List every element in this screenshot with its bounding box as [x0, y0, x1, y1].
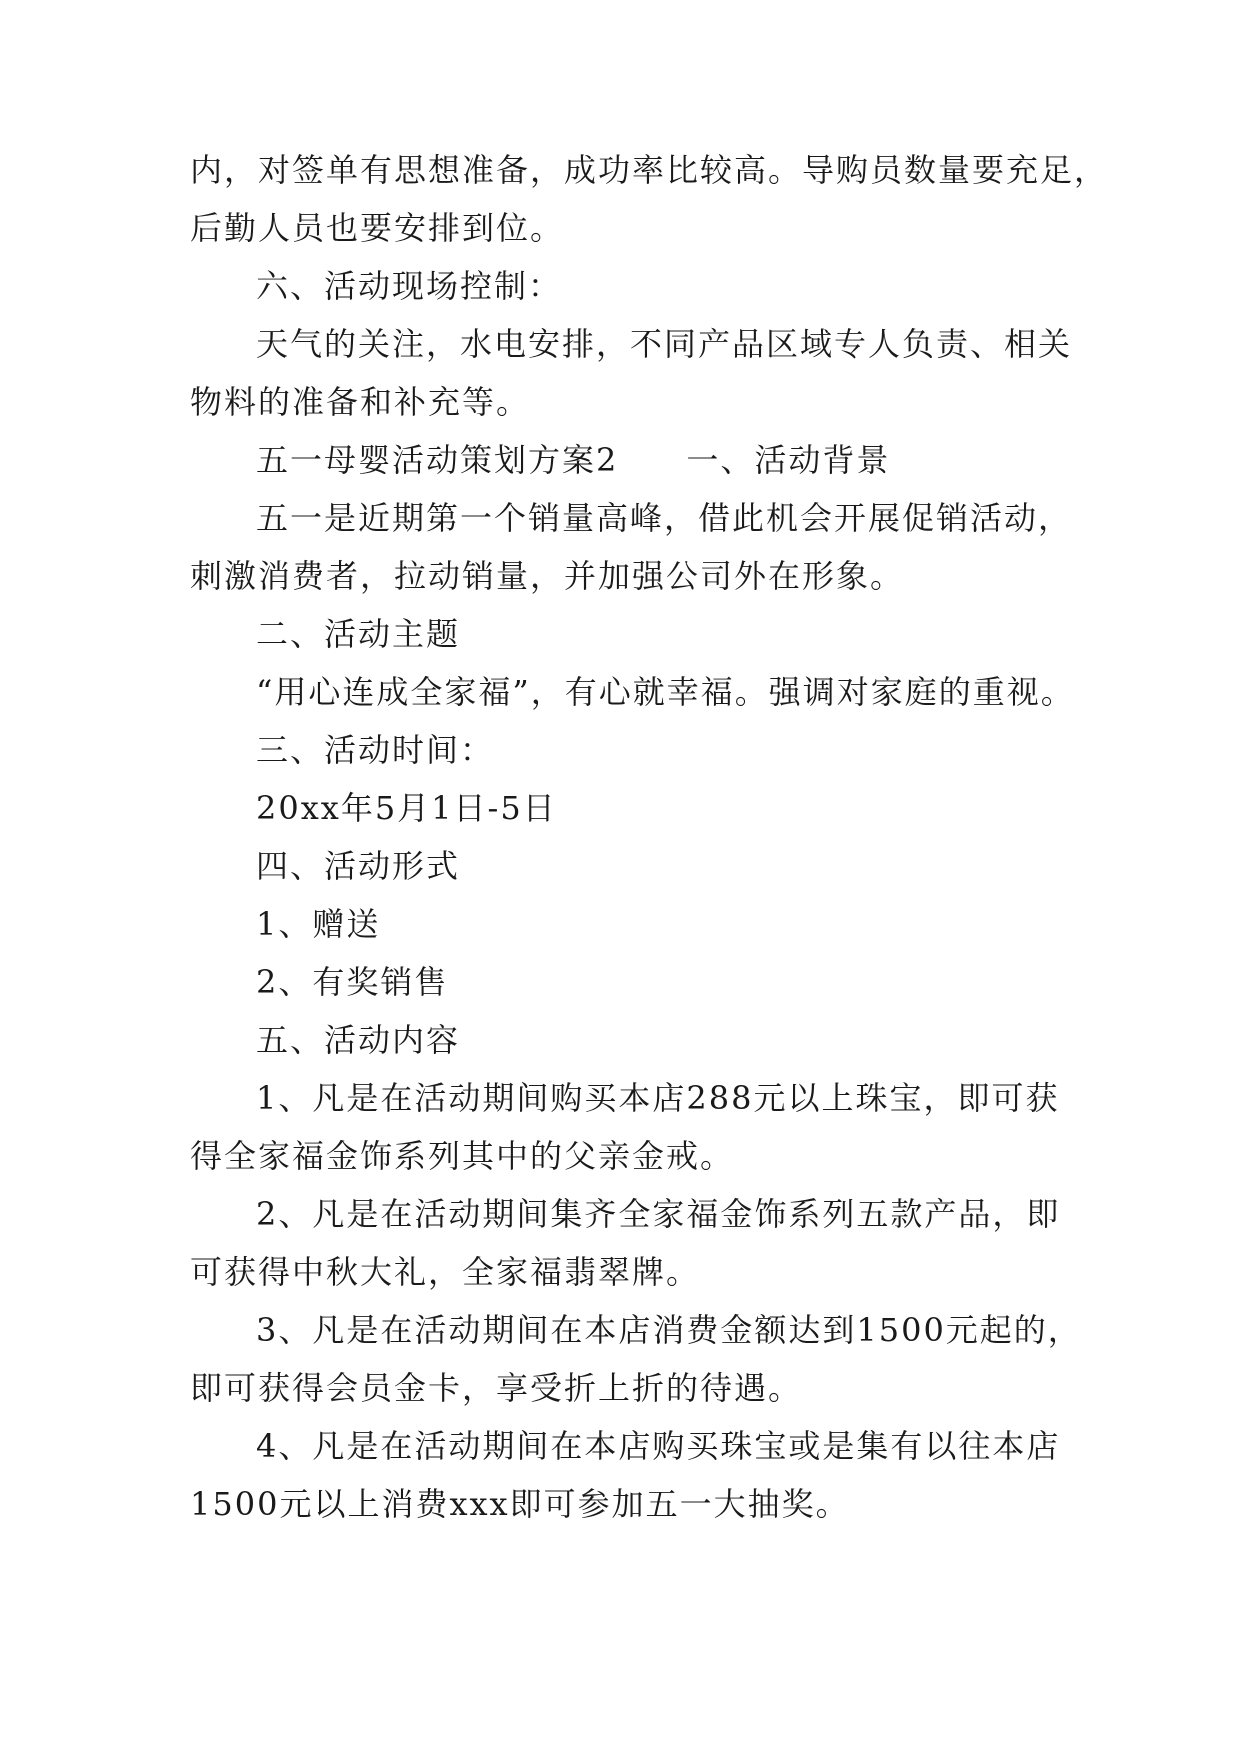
list-item: 1、赠送 — [256, 905, 381, 943]
text-line: 20xx年5月1日-5日 — [256, 789, 557, 827]
text-line: “用心连成全家福”，有心就幸福。强调对家庭的重视。 — [256, 673, 1075, 711]
list-item: 1、凡是在活动期间购买本店288元以上珠宝，即可获 — [256, 1079, 1060, 1117]
list-item: 2、有奖销售 — [256, 963, 449, 1001]
section-heading: 五、活动内容 — [256, 1021, 461, 1059]
text-line: 后勤人员也要安排到位。 — [190, 209, 565, 247]
section-heading: 三、活动时间： — [256, 731, 495, 769]
text-line: 得全家福金饰系列其中的父亲金戒。 — [190, 1137, 735, 1175]
text-line: 物料的准备和补充等。 — [190, 383, 531, 421]
text-line: 五一是近期第一个销量高峰，借此机会开展促销活动， — [256, 499, 1073, 537]
text-line: 即可获得会员金卡，享受折上折的待遇。 — [190, 1369, 803, 1407]
text-line: 天气的关注，水电安排，不同产品区域专人负责、相关 — [256, 325, 1073, 363]
section-heading: 四、活动形式 — [256, 847, 461, 885]
list-item: 4、凡是在活动期间在本店购买珠宝或是集有以往本店 — [256, 1427, 1061, 1465]
section-heading: 六、活动现场控制： — [256, 267, 563, 305]
list-item: 2、凡是在活动期间集齐全家福金饰系列五款产品，即 — [256, 1195, 1061, 1233]
text-line: 可获得中秋大礼，全家福翡翠牌。 — [190, 1253, 701, 1291]
text-line: 1500元以上消费xxx即可参加五一大抽奖。 — [190, 1485, 850, 1523]
text-line: 刺激消费者，拉动销量，并加强公司外在形象。 — [190, 557, 905, 595]
text-line: 内，对签单有思想准备，成功率比较高。导购员数量要充足， — [190, 151, 1109, 189]
list-item: 3、凡是在活动期间在本店消费金额达到1500元起的， — [256, 1311, 1082, 1349]
section-heading: 五一母婴活动策划方案2 一、活动背景 — [256, 441, 891, 479]
section-heading: 二、活动主题 — [256, 615, 461, 653]
